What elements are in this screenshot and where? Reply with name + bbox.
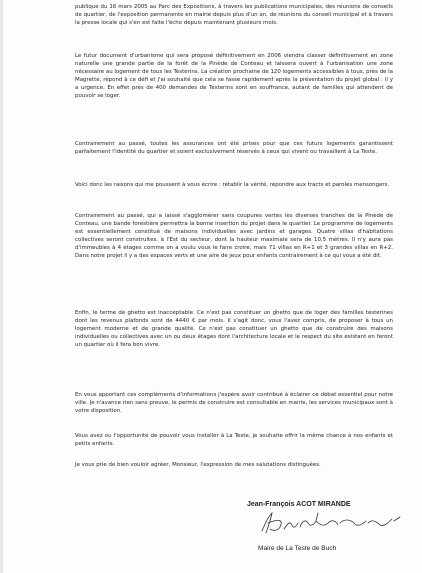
paragraph-assurances: Contrairement au passé, toutes les assurances ont été prises pour que ces futurs logements garantissent parfaitement l'identité du quartier et soient exclusivement réservés à ceux qui vivent ou travaillent à La Teste.	[75, 141, 393, 155]
paragraph-complements: En vous apportant ces compléments d'informations j'espère avoir contribué à éclairer ce débat essentiel pour notre ville. Je n'avance rien sans preuve, le permis de construire est consultable en mairie, les services municipaux sont à votre disposition.	[75, 392, 393, 414]
signatory-title: Maire de La Teste de Buch	[258, 545, 337, 552]
handwritten-signature	[258, 509, 408, 539]
paragraph-salutations: Je vous prie de bien vouloir agréer, Monsieur, l'expression de mes salutations distinguées.	[75, 462, 321, 468]
paragraph-ghetto: Enfin, le terme de ghetto est inacceptable. Ce n'est pas constituer un ghetto que de loger des familles testerines dont les revenus plafonds sont de 4440 € par mois. Il s'agit donc, vous l'avez compris, de proposer à tous un logement moderne et de grande qualité. Ce n'est pas constituer un ghetto que de construire des maisons individuelles ou collectives avec un ou deux étages dont l'architecture locale et le respect du site existant en feront un quartier où il fera bon vivre.	[75, 310, 393, 348]
paragraph-projet: Contrairement au passé, qui a laissé s'agglomérer sans coupures vertes les diverses tranches de la Pinède de Conteau, une bande forestière permettra la bonne insertion du projet dans le quartier. Le programme de logements est essentiellement constitué de maisons individuelles avec jardins et garages. Quatre villas d'habitations collectives seront construites, à l'Est du secteur, dont la hauteur maximale sera de 10,5 mètres. Il n'y aura pas d'immeubles à 4 étages comme on a voulu vous le faire croire, mais 71 villas en R+1 et 3 grandes villas en R+2. Dans notre projet il y a des espaces verts et une aire de jeux pour enfants contrairement à ce qui vous a été dit.	[75, 213, 393, 259]
paragraph-urbanisme: Le futur document d'urbanisme qui sera proposé définitivement en 2006 viendra classer définitivement en zone naturelle une grande partie de la forêt de la Pinède de Conteau et laissera ouvert à l'urbanisation une zone nécessaire au logement de tous les Testerins. La création prochaine de 120 logements accessibles à tous, près de la Magrette, répond à ce défi et j'ai souhaité que cela se fasse rapidement après la présentation du projet global : il y a urgence. En effet près de 400 demandes de Testerins sont en souffrance, autant de familles qui attendent de pouvoir se loger.	[75, 53, 393, 99]
paragraph-raisons: Voici donc les raisons qui me poussent à vous écrire : rétablir la vérité, répondre aux tracts et paroles mensongers.	[75, 182, 390, 188]
scan-edge	[0, 0, 3, 573]
paragraph-intro: publique du 16 mars 2005 au Parc des Expositions, à travers les publications municipales, des réunions de conseils de quartier, de l'exposition permanente en mairie depuis plus d'un an, de réunions du conseil municipal et à travers la presse locale qui s'en est faite l'écho depuis maintenant plusieurs mois.	[75, 4, 393, 26]
signatory-name: Jean-François ACOT MIRANDE	[247, 501, 351, 508]
paragraph-opportunite: Vous avez ou l'opportunité de pouvoir vous installer à La Teste, je souhaite offrir la même chance à nos enfants et petits enfants.	[75, 433, 393, 447]
